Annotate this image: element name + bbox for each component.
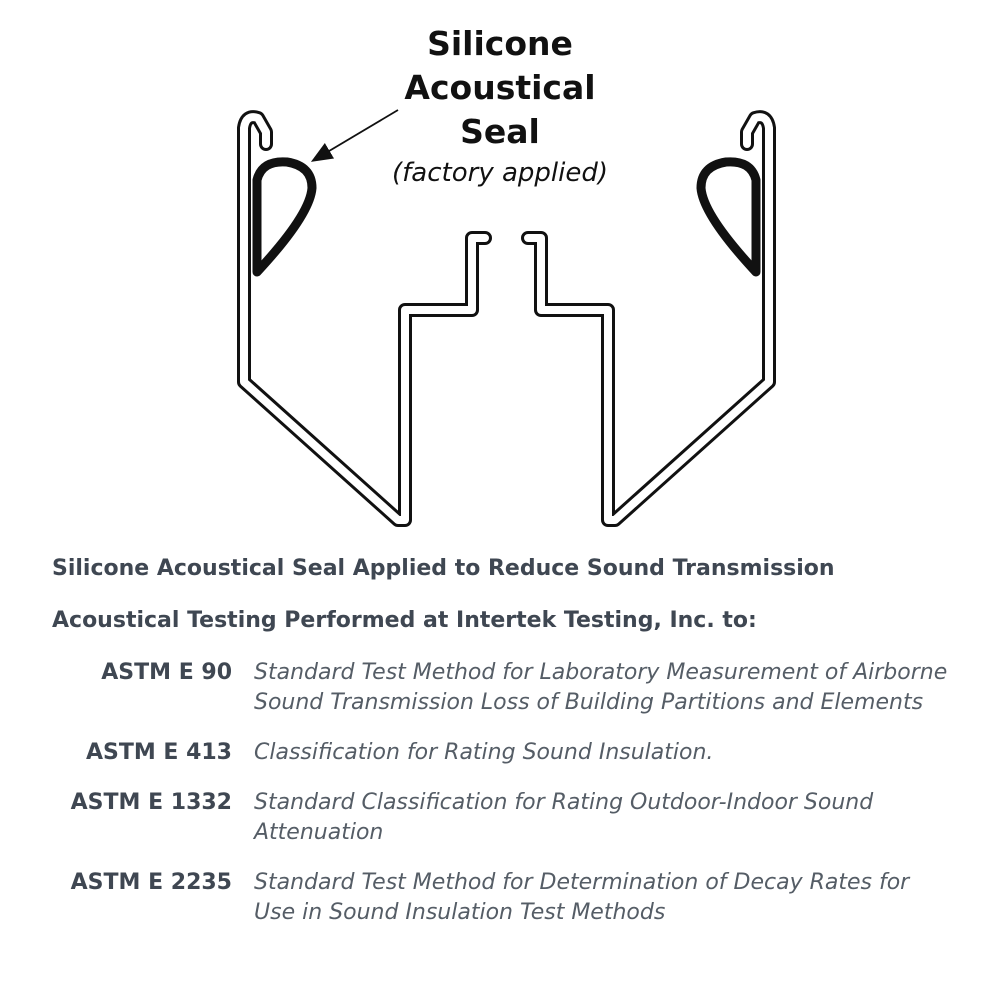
standards-list xyxy=(40,658,970,948)
standard-code: ASTM E 2235 xyxy=(70,870,232,895)
callout-line-2: Acoustical xyxy=(404,68,596,107)
standard-row xyxy=(40,658,970,718)
standard-description: Standard Test Method for Laboratory Measurement of Airborne Sound Transmission Loss of Building Partitions and Elements xyxy=(254,660,948,715)
standard-row xyxy=(40,788,970,848)
seal-callout xyxy=(330,22,670,190)
standard-row xyxy=(40,738,970,768)
standard-code: ASTM E 1332 xyxy=(70,790,232,815)
right-silicone-seal xyxy=(701,162,756,272)
left-silicone-seal xyxy=(257,162,312,272)
seal-heading: Silicone Acoustical Seal Applied to Reduce Sound Transmission xyxy=(52,556,835,581)
testing-heading: Acoustical Testing Performed at Intertek Testing, Inc. to: xyxy=(52,608,757,633)
callout-line-1: Silicone xyxy=(427,24,573,63)
callout-note: (factory applied) xyxy=(392,158,608,188)
standard-code: ASTM E 90 xyxy=(101,660,232,685)
callout-line-3: Seal xyxy=(460,112,540,151)
standard-description: Standard Classification for Rating Outdoor-Indoor Sound Attenuation xyxy=(254,790,874,845)
standard-description: Classification for Rating Sound Insulation. xyxy=(254,740,714,765)
standard-description: Standard Test Method for Determination of Decay Rates for Use in Sound Insulation Test Methods xyxy=(254,870,910,925)
standard-code: ASTM E 413 xyxy=(85,740,232,765)
standard-row xyxy=(40,868,970,928)
